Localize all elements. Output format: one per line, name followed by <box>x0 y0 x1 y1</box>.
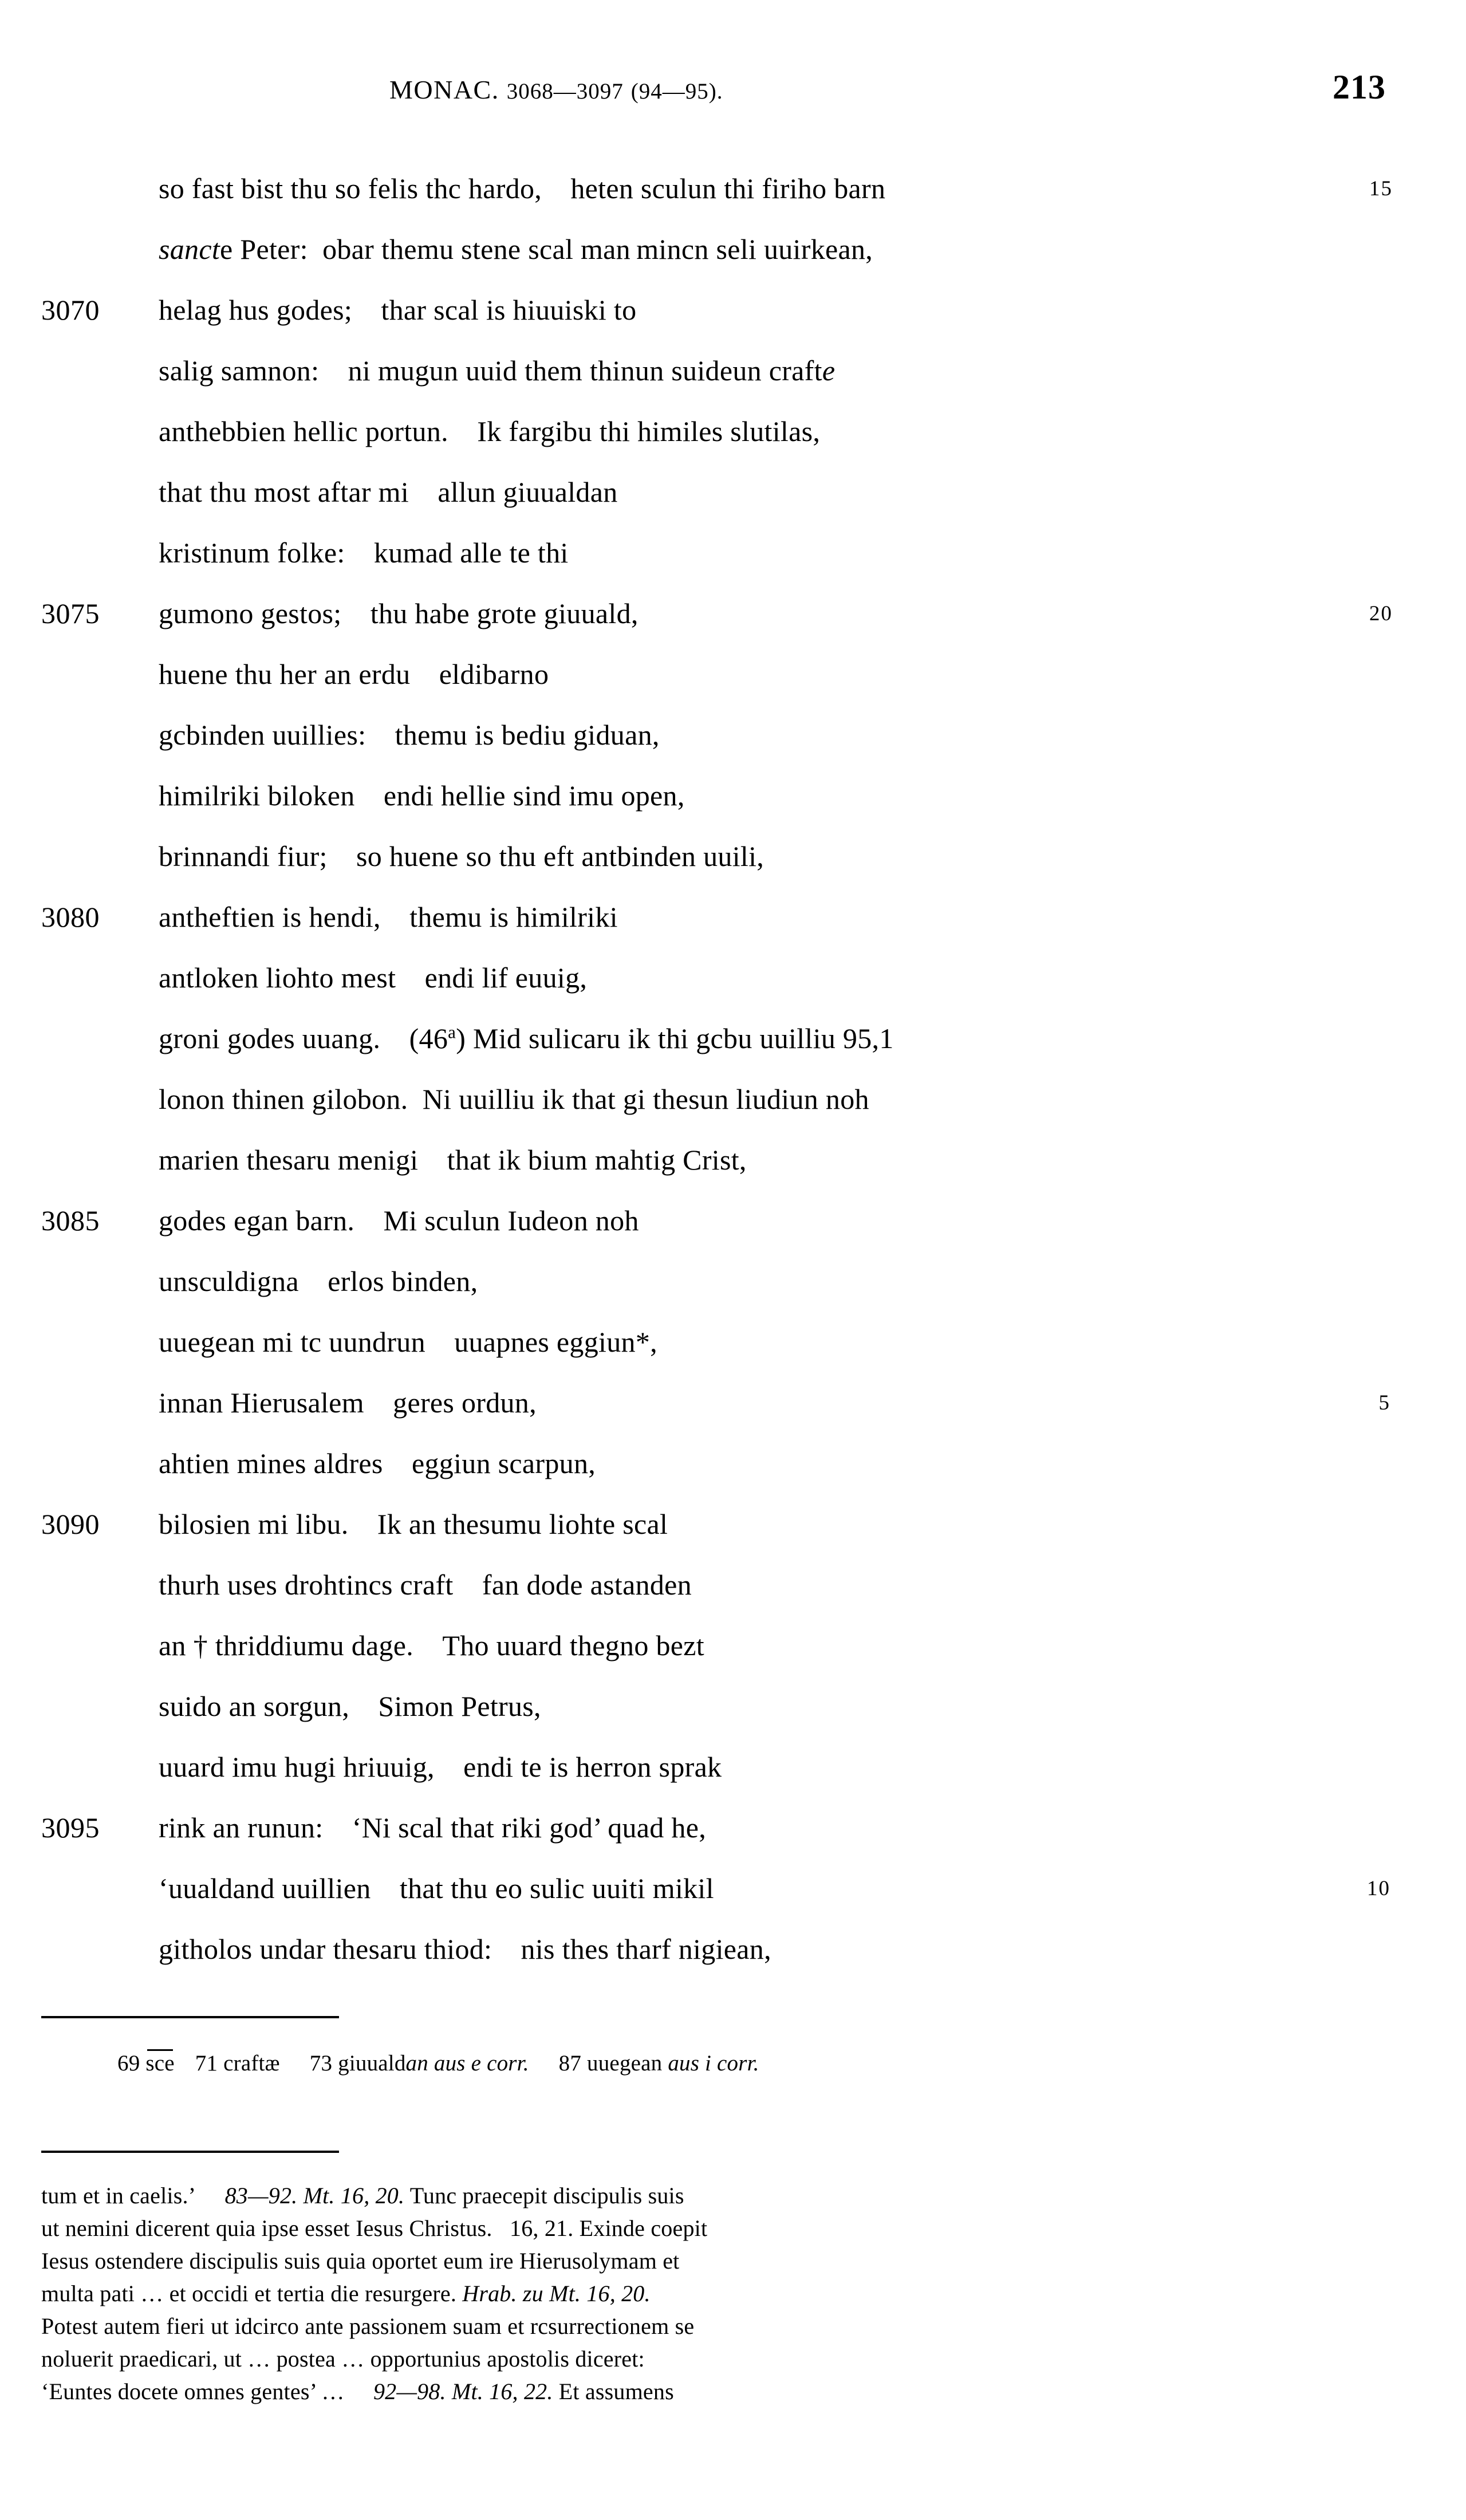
apparatus-line-number: 87 <box>558 2051 588 2076</box>
apparatus-criticus <box>117 2050 759 2076</box>
verse-line-text: an † thriddiumu dage. Tho uuard thegno bezt <box>159 1629 704 1661</box>
verse-line <box>0 354 1466 415</box>
verse-line-text: uuard imu hugi hriuuig, endi te is herron sprak <box>159 1751 722 1783</box>
verse-line <box>0 1386 1466 1447</box>
apparatus-line-number: 71 <box>195 2051 224 2076</box>
verse-line-text: salig samnon: ni mugun uuid them thinun suideun crafte <box>159 355 836 387</box>
verse-line <box>0 1204 1466 1265</box>
apparatus-line-number: 73 <box>309 2051 338 2076</box>
verse-line-text: that thu most aftar mi allun giuualdan <box>159 476 618 508</box>
verse-margin-number: 10 <box>1367 1877 1390 1900</box>
notes-source-sigla: Mt. 16, 22. <box>451 2379 553 2404</box>
notes-line: noluerit praedicari, ut … postea … opportunius apostolis diceret: <box>41 2346 645 2372</box>
verse-line-text: rink an runun: ‘Ni scal that riki god’ quad he, <box>159 1812 706 1844</box>
verse-line-text: antloken liohto mest endi lif euuig, <box>159 962 588 994</box>
verse-line <box>0 1325 1466 1386</box>
notes-line: Potest autem fieri ut idcirco ante passionem suam et rcsurrectionem se <box>41 2313 695 2339</box>
verse-line <box>0 779 1466 840</box>
verse-line-text: ‘uualdand uuillien that thu eo sulic uuiti mikil <box>159 1872 714 1904</box>
notes-line: tum et in caelis.’ 83—92. Mt. 16, 20. Tunc praecepit discipulis suis <box>41 2183 684 2208</box>
apparatus-reading: uuegean <box>587 2051 663 2076</box>
verse-line-number: 3070 <box>41 294 100 326</box>
verse-line-number: 3095 <box>41 1812 100 1844</box>
verse-line-number: 3085 <box>41 1204 100 1237</box>
notes-source-sigla: Mt. 16, 20. <box>303 2183 405 2208</box>
verse-line-text: githolos undar thesaru thiod: nis thes tharf nigiean, <box>159 1933 771 1965</box>
verse-line <box>0 1690 1466 1750</box>
verse-line <box>0 415 1466 475</box>
apparatus-reading <box>145 2051 174 2076</box>
verse-italic-fragment: sanct <box>159 233 220 265</box>
verse-line-text: gcbinden uuillies: themu is bediu giduan, <box>159 719 660 751</box>
notes-line: ‘Euntes docete omnes gentes’ … 92—98. Mt. 16, 22. Et assumens <box>41 2379 674 2404</box>
verse-line <box>0 1750 1466 1811</box>
apparatus-reading: giuuald <box>338 2051 406 2076</box>
notes-source-sigla: 83—92. <box>224 2183 298 2208</box>
verse-line-text: uuegean mi tc uundrun uuapnes eggiun*, <box>159 1326 657 1358</box>
verse-line <box>0 1811 1466 1872</box>
verse-line <box>0 172 1466 233</box>
running-head-work: MONAC. <box>389 75 499 104</box>
notes-line: ut nemini dicerent quia ipse esset Iesus Christus. 16, 21. Exinde coepit <box>41 2215 708 2241</box>
apparatus-line-number: 69 <box>117 2051 146 2076</box>
verse-line-text: ahtien mines aldres eggiun scarpun, <box>159 1447 596 1479</box>
verse-line <box>0 233 1466 293</box>
verse-margin-number: 5 <box>1378 1391 1390 1415</box>
verse-line-text: unsculdigna erlos binden, <box>159 1265 478 1297</box>
notes-line: multa pati … et occidi et tertia die resurgere. Hrab. zu Mt. 16, 20. <box>41 2281 651 2306</box>
verse-line-text: suido an sorgun, Simon Petrus, <box>159 1690 541 1722</box>
verse-line <box>0 718 1466 779</box>
verse-line <box>0 475 1466 536</box>
apparatus-reading-italic: an <box>405 2051 428 2076</box>
verse-line-number: 3080 <box>41 901 100 933</box>
verse-line <box>0 1265 1466 1325</box>
verse-line <box>0 1932 1466 1993</box>
verse-line-text: himilriki biloken endi hellie sind imu open, <box>159 779 685 812</box>
verse-line <box>0 597 1466 657</box>
verse-line-text: so fast bist thu so felis thc hardo, heten sculun thi firiho barn <box>159 172 886 204</box>
verse-line-text: gumono gestos; thu habe grote giuuald, <box>159 597 639 629</box>
verse-line <box>0 840 1466 900</box>
verse-margin-number: 20 <box>1369 602 1393 625</box>
verse-italic-fragment: e <box>822 355 836 387</box>
verse-line-text: brinnandi fiur; so huene so thu eft antbinden uuili, <box>159 840 764 872</box>
verse-line <box>0 536 1466 597</box>
verse-line-text: groni godes uuang. (46$^a$) Mid sulicaru ik thi gcbu uuilliu 95,1 <box>159 1022 894 1054</box>
notes-source-sigla: Mt. 16, 20. <box>549 2281 651 2306</box>
verse-line <box>0 900 1466 961</box>
verse-line-text: helag hus godes; thar scal is hiuuiski to <box>159 294 637 326</box>
verse-line <box>0 1872 1466 1932</box>
running-head-line-range: 3068—3097 <box>506 79 624 104</box>
verse-line-text: anthebbien hellic portun. Ik fargibu thi himiles slutilas, <box>159 415 821 447</box>
verse-line-number: 3090 <box>41 1508 100 1540</box>
apparatus-reading: craftæ <box>223 2051 280 2076</box>
verse-line-number: 3075 <box>41 597 100 629</box>
notes-source-sigla: Hrab. zu <box>462 2281 543 2306</box>
verse-line-text: godes egan barn. Mi sculun Iudeon noh <box>159 1204 639 1237</box>
verse-block <box>0 172 1466 1993</box>
notes-rule <box>41 2151 339 2153</box>
verse-line-text: sancte Peter: obar themu stene scal man mincn seli uuirkean, <box>159 233 873 265</box>
running-head <box>0 68 1466 120</box>
verse-line <box>0 1447 1466 1507</box>
verse-line <box>0 1507 1466 1568</box>
folio-superscript: a <box>448 1022 456 1042</box>
verse-line-text: thurh uses drohtincs craft fan dode astanden <box>159 1569 692 1601</box>
verse-line <box>0 293 1466 354</box>
verse-line <box>0 1568 1466 1629</box>
running-head-folio-range: (94—95). <box>630 79 723 104</box>
verse-line-text: kristinum folke: kumad alle te thi <box>159 537 569 569</box>
notes-line: Iesus ostendere discipulis suis quia oportet eum ire Hierusolymam et <box>41 2248 680 2274</box>
apparatus-note: aus e corr. <box>428 2051 529 2076</box>
verse-line-text: marien thesaru menigi that ik bium mahtig Crist, <box>159 1144 747 1176</box>
verse-line <box>0 1082 1466 1143</box>
running-head-title <box>389 74 723 105</box>
verse-line <box>0 1629 1466 1690</box>
page-number: 213 <box>1333 68 1386 106</box>
apparatus-note: aus i corr. <box>662 2051 759 2076</box>
verse-line-text: antheftien is hendi, themu is himilriki <box>159 901 618 933</box>
verse-margin-number: 15 <box>1369 177 1393 200</box>
verse-line <box>0 657 1466 718</box>
notes-source-sigla: 92—98. <box>373 2379 446 2404</box>
verse-line-text: bilosien mi libu. Ik an thesumu liohte scal <box>159 1508 668 1540</box>
latin-notes <box>41 2179 1398 2408</box>
verse-line <box>0 961 1466 1022</box>
verse-line-text: huene thu her an erdu eldibarno <box>159 658 549 690</box>
verse-line <box>0 1022 1466 1082</box>
apparatus-rule <box>41 2016 339 2018</box>
verse-line <box>0 1143 1466 1204</box>
verse-line-text: innan Hierusalem geres ordun, <box>159 1387 537 1419</box>
verse-line-text: lonon thinen gilobon. Ni uuilliu ik that gi thesun liudiun noh <box>159 1083 869 1115</box>
macron-abbreviation: sce <box>145 2051 175 2076</box>
